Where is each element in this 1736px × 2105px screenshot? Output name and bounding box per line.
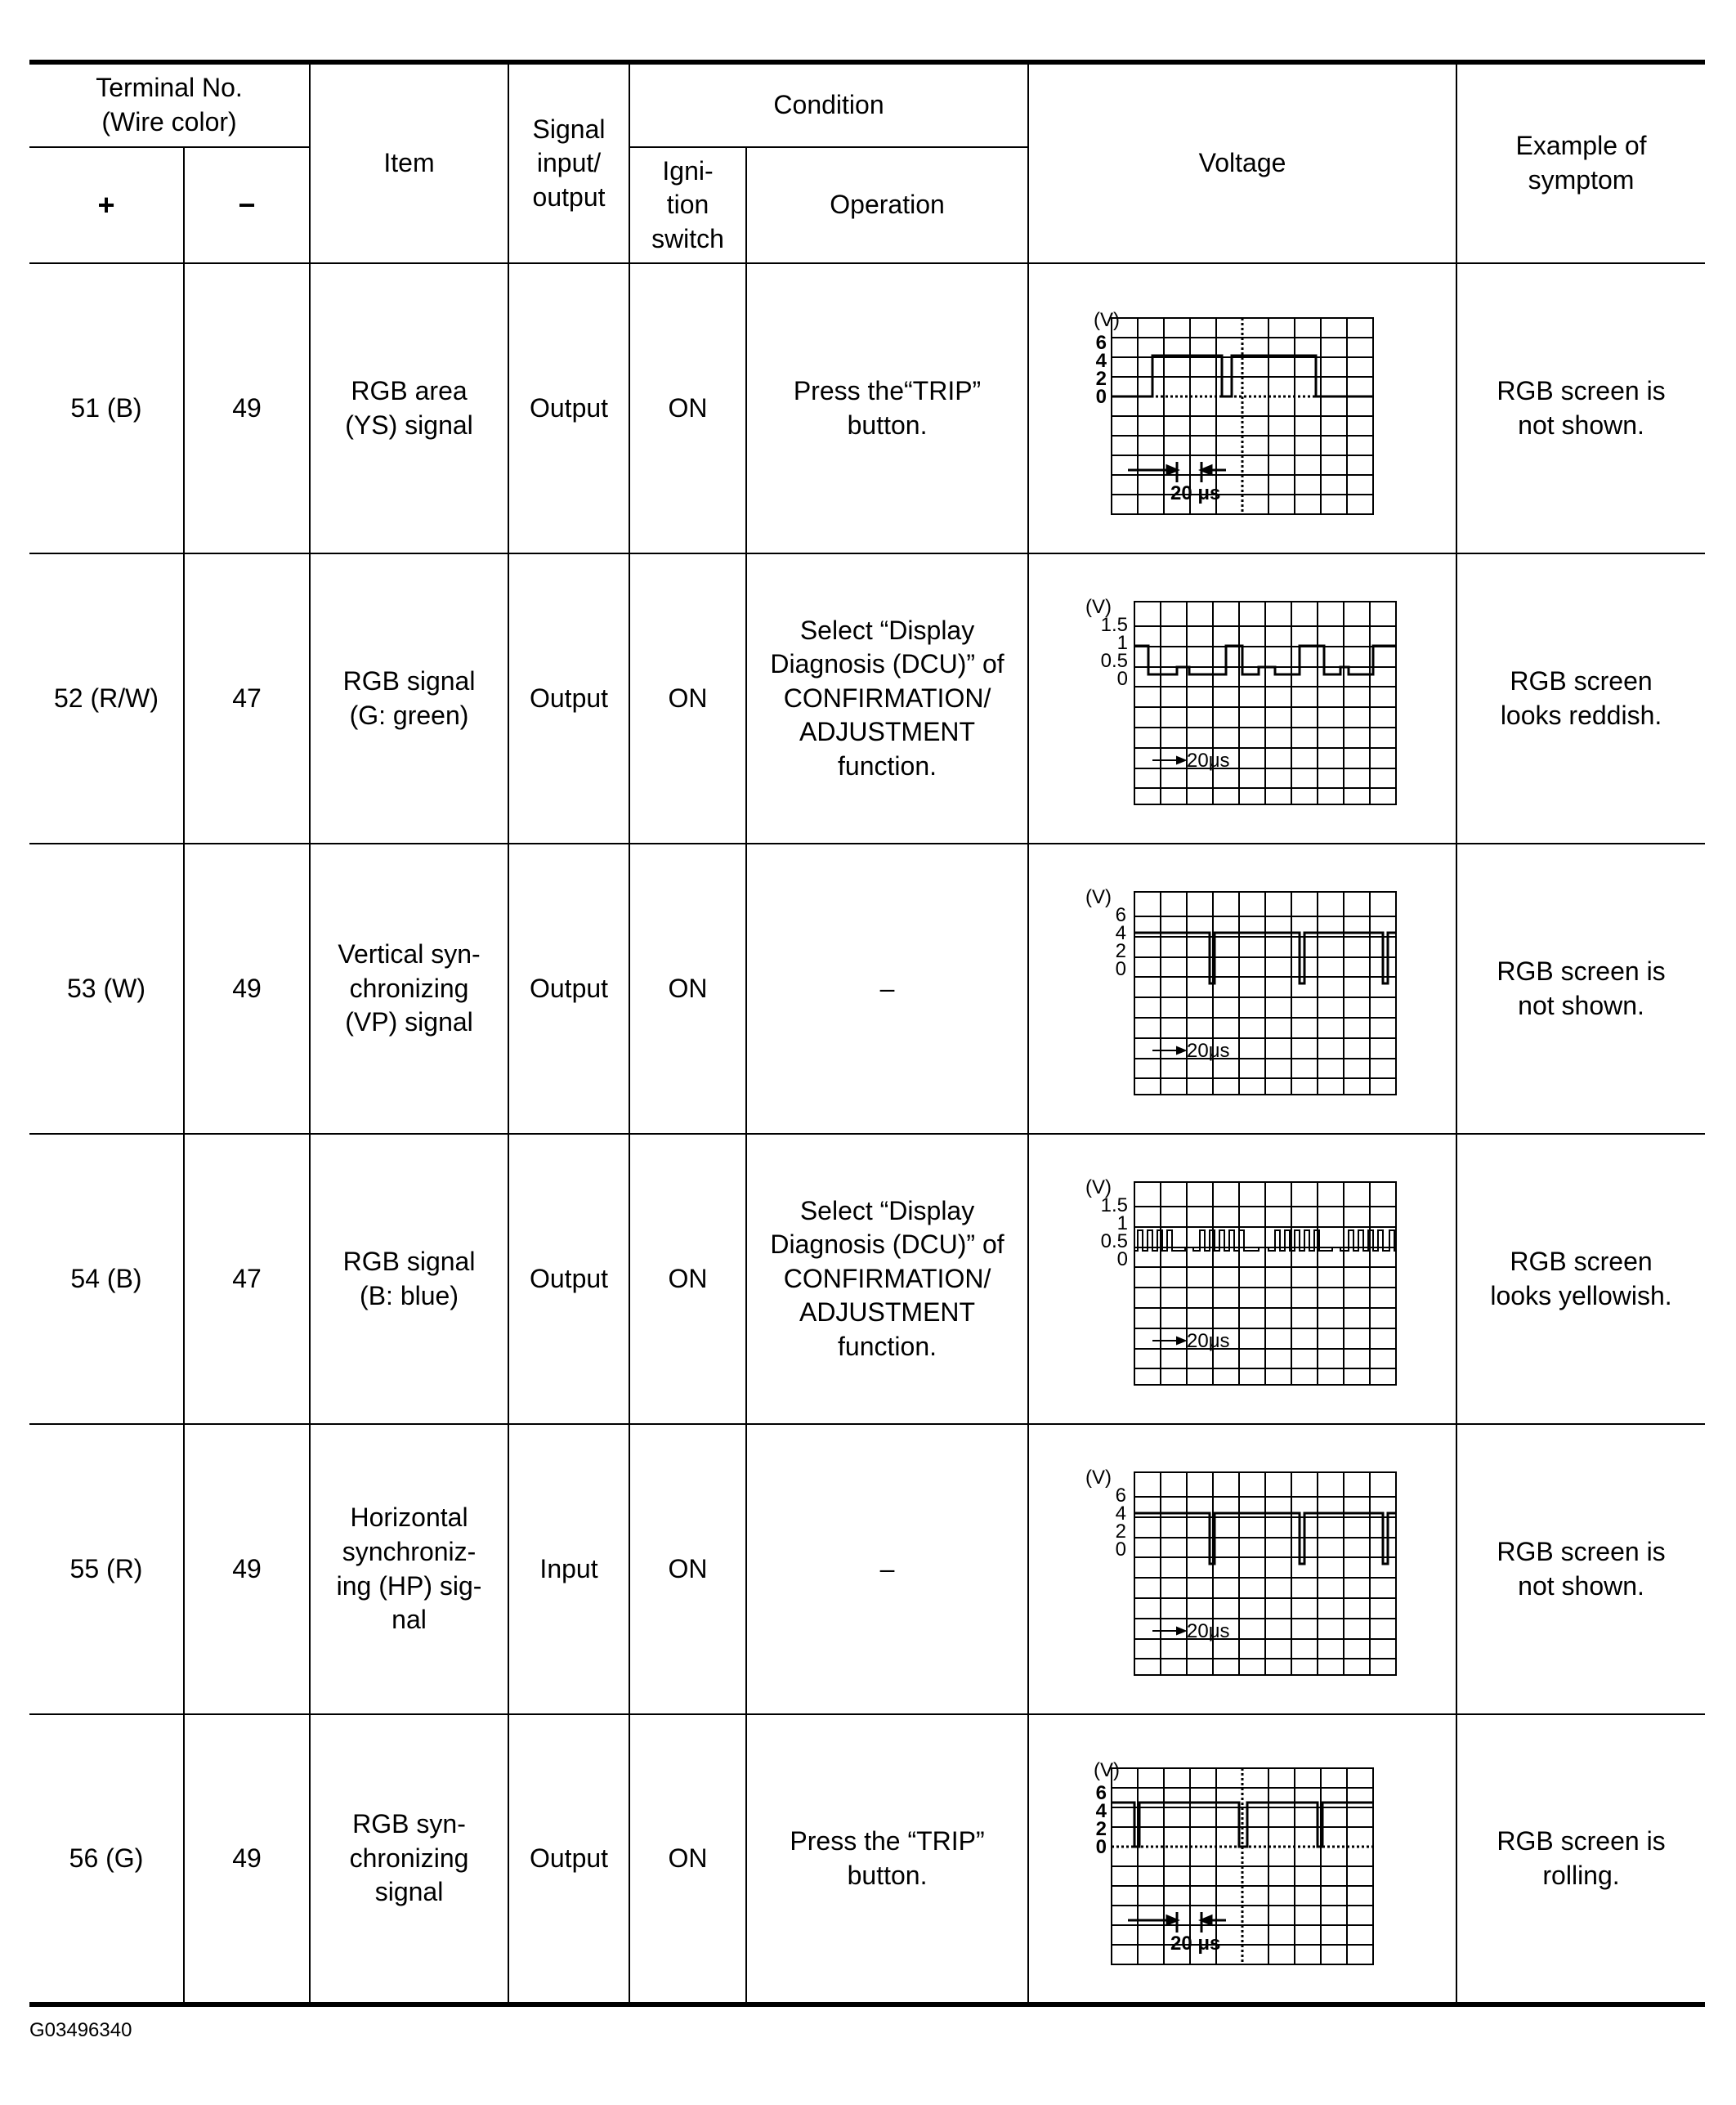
- scope-ytick: 0: [1116, 667, 1129, 690]
- scope-time-label: 20μs: [1187, 1329, 1230, 1352]
- scope-unit: (V): [1085, 1466, 1112, 1489]
- scope-ytick: 0.5: [1100, 1229, 1129, 1252]
- time-scale-arrow: [1152, 1337, 1185, 1344]
- terminal-plus: 53 (W): [29, 844, 184, 1134]
- scope-ytick: 6: [1115, 903, 1127, 926]
- operation-cell: –: [746, 844, 1028, 1134]
- terminal-minus: 49: [184, 844, 310, 1134]
- scope-ytick: 6: [1095, 1781, 1107, 1804]
- scope-time-label: 20μs: [1187, 1039, 1230, 1062]
- scope-ytick: 0: [1095, 1835, 1107, 1858]
- terminal-plus: 55 (R): [29, 1424, 184, 1714]
- table-row: [29, 844, 1705, 1134]
- scope-unit: (V): [1094, 308, 1121, 331]
- operation-cell: Select “Display Diagnosis (DCU)” of CONFIRMATION/ ADJUSTMENT function.: [746, 553, 1028, 844]
- oscilloscope-waveform: [1079, 298, 1406, 519]
- figure-code: G03496340: [29, 2019, 132, 2041]
- signal-io-cell: Output: [508, 1714, 629, 2004]
- scope-ytick: 2: [1095, 1817, 1107, 1840]
- terminal-plus: 54 (B): [29, 1134, 184, 1424]
- scope-time-label: 20μs: [1187, 1619, 1230, 1642]
- symptom-cell: RGB screen is not shown.: [1456, 844, 1705, 1134]
- scope-ytick: 1: [1116, 631, 1129, 654]
- symptom-cell: RGB screen looks reddish.: [1456, 553, 1705, 844]
- terminal-signal-table: [29, 60, 1705, 2007]
- scope-grid: [1134, 1472, 1396, 1675]
- scope-ytick: 0.5: [1100, 649, 1129, 672]
- time-scale-arrow: [1152, 1628, 1185, 1634]
- header-signal-io: Signal input/ output: [508, 62, 629, 263]
- symptom-cell: RGB screen is not shown.: [1456, 263, 1705, 553]
- oscilloscope-waveform: [1079, 1749, 1406, 1969]
- terminal-plus: 56 (G): [29, 1714, 184, 2004]
- scope-grid: [1134, 892, 1396, 1095]
- scope-ytick: 6: [1115, 1484, 1127, 1507]
- scope-ytick: 2: [1115, 1520, 1127, 1543]
- terminal-minus: 47: [184, 1134, 310, 1424]
- table-row: [29, 1134, 1705, 1424]
- scope-ytick: 4: [1115, 921, 1127, 944]
- scope-time-label: 20 μs: [1170, 1932, 1221, 1955]
- item-cell: RGB area (YS) signal: [310, 263, 508, 553]
- header-terminal-no: Terminal No. (Wire color): [29, 62, 310, 147]
- scope-grid: [1134, 1182, 1396, 1385]
- scope-unit: (V): [1085, 595, 1112, 618]
- scope-ytick: 1.5: [1100, 613, 1129, 636]
- ignition-cell: ON: [629, 263, 746, 553]
- item-cell: Horizontal synchroniz- ing (HP) sig- nal: [310, 1424, 508, 1714]
- time-scale-arrow: [1152, 1047, 1185, 1054]
- scope-time-label: 20μs: [1187, 749, 1230, 772]
- terminal-minus: 47: [184, 553, 310, 844]
- item-cell: RGB signal (B: blue): [310, 1134, 508, 1424]
- scope-ytick: 0: [1115, 957, 1127, 980]
- scope-ytick: 4: [1115, 1502, 1127, 1525]
- operation-cell: Press the“TRIP” button.: [746, 263, 1028, 553]
- voltage-cell: [1028, 1714, 1456, 2004]
- oscilloscope-waveform: [1079, 589, 1406, 809]
- header-ignition-switch: Igni- tion switch: [629, 147, 746, 263]
- table-row: [29, 553, 1705, 844]
- signal-io-cell: Input: [508, 1424, 629, 1714]
- item-cell: Vertical syn- chronizing (VP) signal: [310, 844, 508, 1134]
- table-row: [29, 1424, 1705, 1714]
- terminal-minus: 49: [184, 263, 310, 553]
- ignition-cell: ON: [629, 1424, 746, 1714]
- scope-ytick: 0: [1115, 1538, 1127, 1561]
- signal-io-cell: Output: [508, 553, 629, 844]
- terminal-plus: 51 (B): [29, 263, 184, 553]
- oscilloscope-waveform: [1079, 879, 1406, 1100]
- scope-time-label: 20 μs: [1170, 481, 1221, 504]
- voltage-cell: [1028, 553, 1456, 844]
- scope-ytick: 0: [1116, 1247, 1129, 1270]
- terminal-table-container: [29, 60, 1705, 2007]
- header-item: Item: [310, 62, 508, 263]
- scope-ytick: 0: [1095, 385, 1107, 408]
- scope-unit: (V): [1085, 1176, 1112, 1198]
- scope-grid: [1134, 602, 1396, 804]
- header-operation: Operation: [746, 147, 1028, 263]
- scope-ytick: 1: [1116, 1211, 1129, 1234]
- ignition-cell: ON: [629, 553, 746, 844]
- header-voltage: Voltage: [1028, 62, 1456, 263]
- oscilloscope-waveform: [1079, 1459, 1406, 1680]
- scope-ytick: 4: [1095, 349, 1107, 372]
- table-row: [29, 263, 1705, 553]
- scope-ytick: 2: [1115, 939, 1127, 962]
- terminal-plus: 52 (R/W): [29, 553, 184, 844]
- terminal-minus: 49: [184, 1714, 310, 2004]
- table-row: [29, 1714, 1705, 2004]
- scope-ytick: 6: [1095, 331, 1107, 354]
- header-example-of-symptom: Example of symptom: [1456, 62, 1705, 263]
- terminal-minus: 49: [184, 1424, 310, 1714]
- signal-io-cell: Output: [508, 1134, 629, 1424]
- operation-cell: –: [746, 1424, 1028, 1714]
- ignition-cell: ON: [629, 1134, 746, 1424]
- item-cell: RGB syn- chronizing signal: [310, 1714, 508, 2004]
- signal-io-cell: Output: [508, 844, 629, 1134]
- header-plus: +: [29, 147, 184, 263]
- voltage-cell: [1028, 1424, 1456, 1714]
- scope-ytick: 2: [1095, 367, 1107, 390]
- operation-cell: Select “Display Diagnosis (DCU)” of CONFIRMATION/ ADJUSTMENT function.: [746, 1134, 1028, 1424]
- ignition-cell: ON: [629, 1714, 746, 2004]
- scope-ytick: 4: [1095, 1799, 1107, 1822]
- signal-io-cell: Output: [508, 263, 629, 553]
- voltage-cell: [1028, 1134, 1456, 1424]
- symptom-cell: RGB screen is not shown.: [1456, 1424, 1705, 1714]
- voltage-cell: [1028, 844, 1456, 1134]
- item-cell: RGB signal (G: green): [310, 553, 508, 844]
- header-minus: −: [184, 147, 310, 263]
- scope-ytick: 1.5: [1100, 1194, 1129, 1216]
- operation-cell: Press the “TRIP” button.: [746, 1714, 1028, 2004]
- scope-unit: (V): [1094, 1758, 1121, 1781]
- scope-unit: (V): [1085, 885, 1112, 908]
- symptom-cell: RGB screen looks yellowish.: [1456, 1134, 1705, 1424]
- symptom-cell: RGB screen is rolling.: [1456, 1714, 1705, 2004]
- voltage-cell: [1028, 263, 1456, 553]
- ignition-cell: ON: [629, 844, 746, 1134]
- time-scale-arrow: [1152, 757, 1185, 764]
- header-condition: Condition: [629, 62, 1028, 147]
- oscilloscope-waveform: [1079, 1169, 1406, 1390]
